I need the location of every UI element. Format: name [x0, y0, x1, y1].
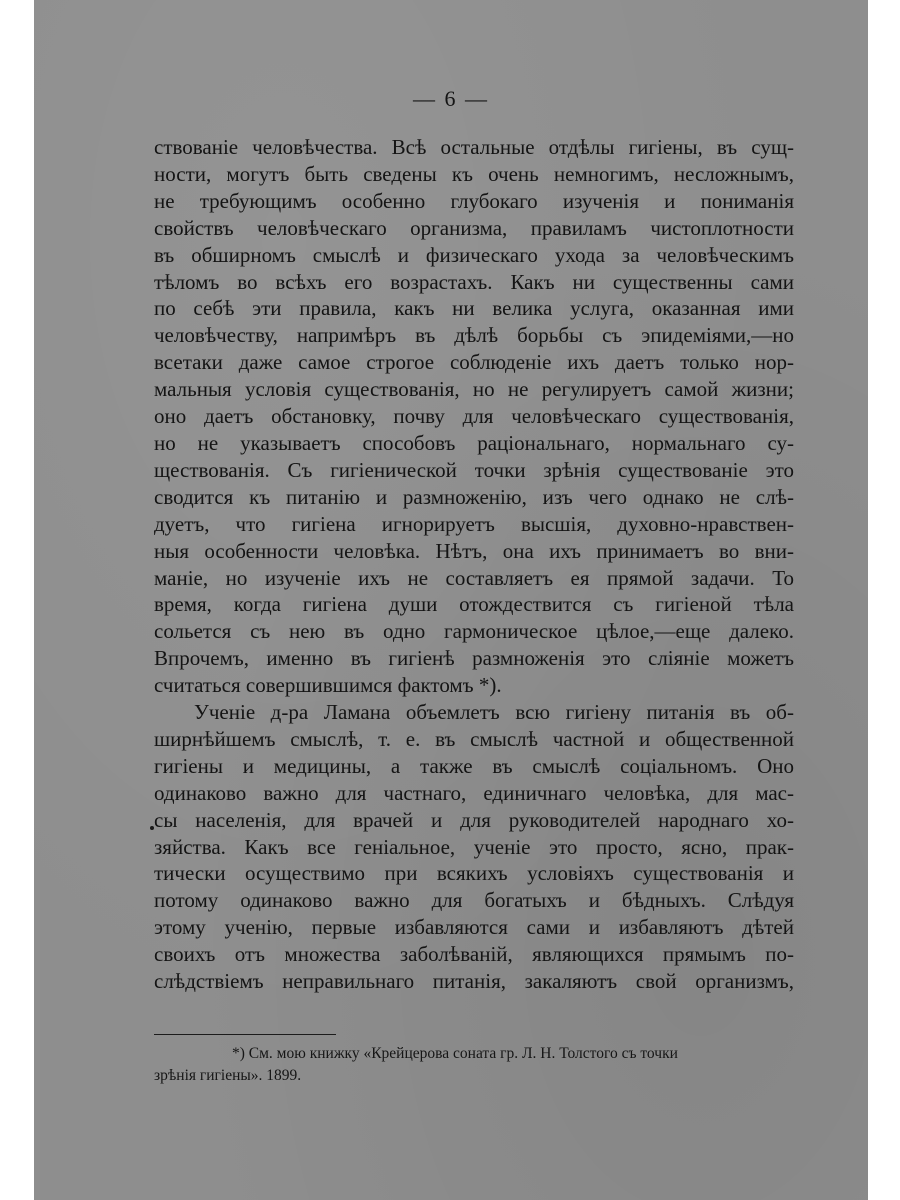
text-line: въ обширномъ смыслѣ и физическаго ухода за человѣческимъ: [154, 242, 794, 267]
text-line: ности, могутъ быть сведены къ очень немногимъ, несложнымъ,: [154, 161, 794, 186]
page-number: — 6 —: [413, 86, 489, 111]
text-line: Впрочемъ, именно въ гигіенѣ размноженія это сліяніе можетъ: [154, 646, 794, 671]
text-line: тически осуществимо при всякихъ условіяхъ существованія и: [154, 861, 794, 886]
text-line: сводится къ питанію и размноженію, изъ чего однако не слѣ-: [154, 484, 794, 509]
body-text: [154, 134, 794, 995]
text-line: Ученіе д-ра Ламана объемлетъ всю гигіену питанія въ об-: [194, 700, 794, 725]
text-line: но не указываетъ способовъ раціональнаго, нормальнаго су-: [154, 430, 794, 455]
ink-speck: [150, 826, 154, 830]
paragraph-1: [154, 134, 794, 699]
text-line: тѣломъ во всѣхъ его возрастахъ. Какъ ни существенны сами: [154, 269, 794, 294]
text-line: маніе, но изученіе ихъ не составляетъ ея прямой задачи. То: [154, 565, 794, 590]
text-line: этому ученію, первые избавляются сами и избавляютъ дѣтей: [154, 915, 794, 940]
text-line: время, когда гигіена души отождествится съ гигіеной тѣла: [154, 592, 794, 617]
text-line: сы населенія, для врачей и для руководителей народнаго хо-: [154, 807, 794, 832]
text-line: ширнѣйшемъ смыслѣ, т. е. въ смыслѣ частной и общественной: [154, 726, 794, 751]
text-line: оно даетъ обстановку, почву для человѣческаго существованія,: [154, 404, 794, 429]
text-line: считаться совершившимся фактомъ *).: [154, 673, 502, 698]
footnote-line: *) См. мою книжку «Крейцерова соната гр. Л. Н. Толстого съ точки: [232, 1045, 678, 1062]
text-line: не требующимъ особенно глубокаго изученія и пониманія: [154, 188, 794, 213]
text-line: ствованіе человѣчества. Всѣ остальные отдѣлы гигіены, въ сущ-: [154, 135, 794, 159]
text-line: дуетъ, что гигіена игнорируетъ высшія, духовно-нравствен-: [154, 511, 794, 536]
text-line: слѣдствіемъ неправильнаго питанія, закаляютъ свой организмъ,: [154, 969, 794, 994]
text-line: человѣчеству, напримѣръ въ дѣлѣ борьбы съ эпидеміями,—но: [154, 323, 794, 348]
footnote-rule: [154, 1034, 336, 1035]
text-line: мальныя условія существованія, но не регулируетъ самой жизни;: [154, 377, 794, 402]
text-line: потому одинаково важно для богатыхъ и бѣдныхъ. Слѣдуя: [154, 888, 794, 913]
text-line: своихъ отъ множества заболѣваній, являющихся прямымъ по-: [154, 942, 794, 967]
text-line: зяйства. Какъ все геніальное, ученіе это просто, ясно, прак-: [154, 834, 794, 859]
text-line: сольется съ нею въ одно гармоническое цѣлое,—еще далеко.: [154, 619, 794, 644]
text-line: ныя особенности человѣка. Нѣтъ, она ихъ принимаетъ во вни-: [154, 538, 794, 563]
text-line: по себѣ эти правила, какъ ни велика услуга, оказанная ими: [154, 296, 794, 321]
text-line: одинаково важно для частнаго, единичнаго человѣка, для мас-: [154, 780, 794, 805]
text-line: ществованія. Съ гигіенической точки зрѣнія существованіе это: [154, 457, 794, 482]
paragraph-2: [154, 699, 794, 995]
text-line: свойствъ человѣческаго организма, правиламъ чистоплотности: [154, 215, 794, 240]
footnote-line: зрѣнія гигіены». 1899.: [154, 1067, 302, 1084]
footnote: [154, 1043, 790, 1087]
text-line: гигіены и медицины, а также въ смыслѣ соціальномъ. Оно: [154, 753, 794, 778]
text-line: всетаки даже самое строгое соблюденіе ихъ даетъ только нор-: [154, 350, 794, 375]
